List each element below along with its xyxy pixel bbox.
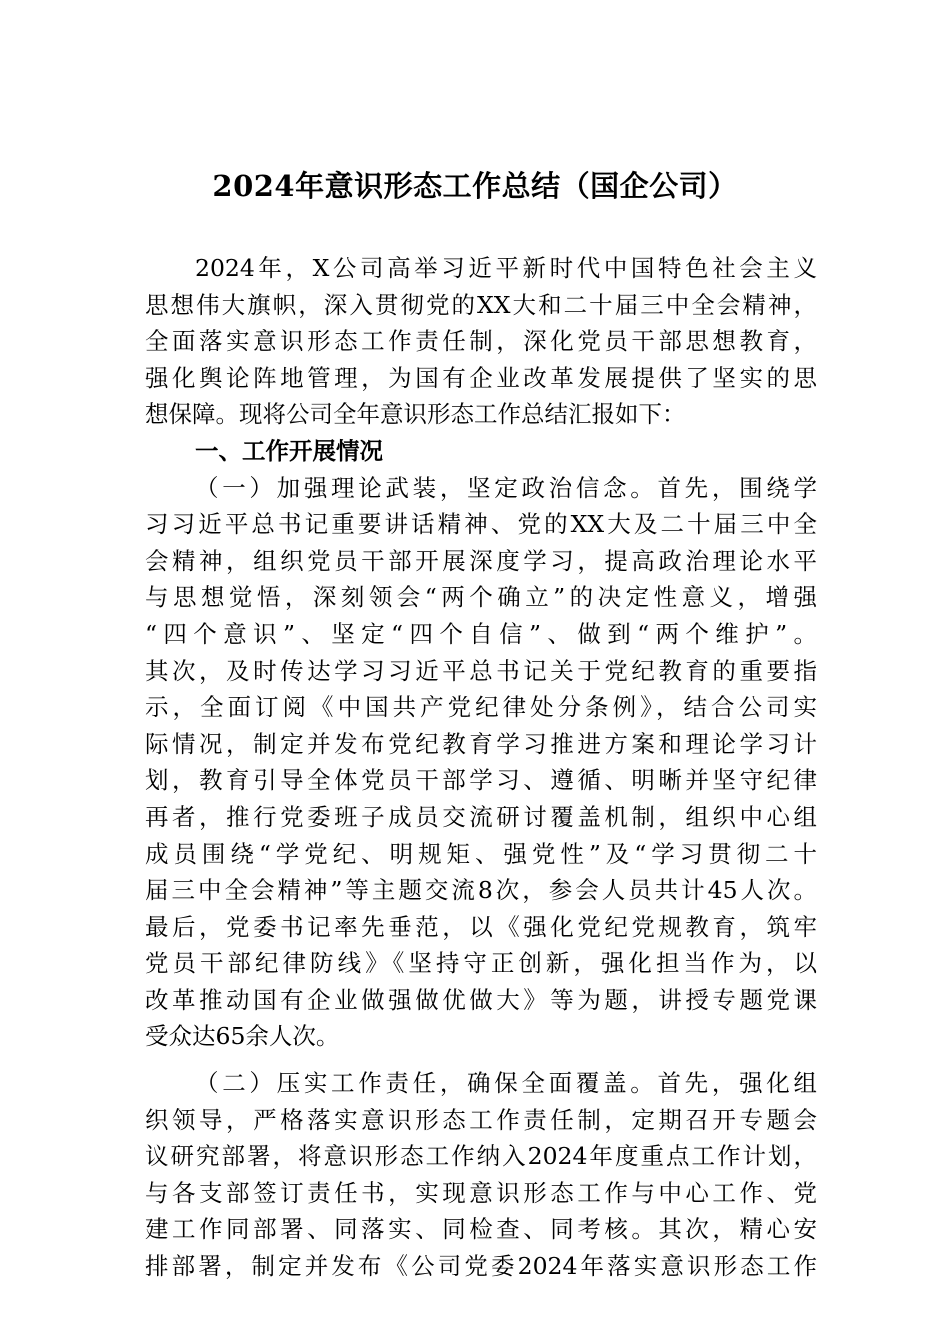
paragraph-line: 成员围绕“学党纪、明规矩、强党性”及“学习贯彻二十 bbox=[145, 839, 817, 868]
paragraph-line: 习习近平总书记重要讲话精神、党的XX大及二十届三中全 bbox=[145, 510, 817, 539]
paragraph-line: 再者，推行党委班子成员交流研讨覆盖机制，组织中心组 bbox=[145, 802, 817, 831]
section-heading: 一、工作开展情况 bbox=[195, 436, 383, 465]
paragraph-line: （二）压实工作责任，确保全面覆盖。首先，强化组 bbox=[195, 1069, 817, 1098]
document-title: 2024年意识形态工作总结（国企公司） bbox=[212, 169, 738, 203]
intro-line: 思想伟大旗帜，深入贯彻党的XX大和二十届三中全会精神， bbox=[145, 290, 817, 319]
document-body bbox=[145, 250, 817, 1285]
intro-line: 全面落实意识形态工作责任制，深化党员干部思想教育， bbox=[145, 327, 817, 356]
paragraph-line: 改革推动国有企业做强做优做大》等为题，讲授专题党课 bbox=[145, 985, 817, 1014]
paragraph-line: 会精神，组织党员干部开展深度学习，提高政治理论水平 bbox=[145, 546, 817, 575]
paragraph-line: （一）加强理论武装，坚定政治信念。首先，围绕学 bbox=[195, 473, 817, 502]
paragraph-spacer bbox=[145, 1055, 817, 1065]
intro-line: 2024年，X公司高举习近平新时代中国特色社会主义 bbox=[195, 254, 817, 282]
paragraph-line: 最后，党委书记率先垂范，以《强化党纪党规教育，筑牢 bbox=[145, 912, 817, 941]
paragraph-line: 示，全面订阅《中国共产党纪律处分条例》，结合公司实 bbox=[145, 693, 817, 722]
paragraph-line: 其次，及时传达学习习近平总书记关于党纪教育的重要指 bbox=[145, 656, 817, 685]
paragraph-line: 与各支部签订责任书，实现意识形态工作与中心工作、党 bbox=[145, 1178, 817, 1207]
paragraph-line: 届三中全会精神”等主题交流8次，参会人员共计45人次。 bbox=[145, 876, 817, 905]
paragraph-line: “四个意识”、坚定“四个自信”、做到“两个维护”。 bbox=[145, 619, 817, 648]
paragraph-line: 党员干部纪律防线》《坚持守正创新，强化担当作为，以 bbox=[145, 949, 817, 978]
paragraph-line: 与思想觉悟，深刻领会“两个确立”的决定性意义，增强 bbox=[145, 583, 817, 612]
paragraph-line: 际情况，制定并发布党纪教育学习推进方案和理论学习计 bbox=[145, 729, 817, 758]
paragraph-line: 议研究部署，将意识形态工作纳入2024年度重点工作计划， bbox=[145, 1142, 817, 1171]
intro-line: 想保障。现将公司全年意识形态工作总结汇报如下： bbox=[145, 400, 686, 429]
intro-line: 强化舆论阵地管理，为国有企业改革发展提供了坚实的思 bbox=[145, 363, 817, 392]
paragraph-line: 织领导，严格落实意识形态工作责任制，定期召开专题会 bbox=[145, 1105, 817, 1134]
paragraph-line: 划，教育引导全体党员干部学习、遵循、明晰并坚守纪律 bbox=[145, 766, 817, 795]
paragraph-line: 受众达65余人次。 bbox=[145, 1022, 340, 1051]
paragraph-line: 建工作同部署、同落实、同检查、同考核。其次，精心安 bbox=[145, 1215, 817, 1244]
paragraph-line: 排部署，制定并发布《公司党委2024年落实意识形态工作 bbox=[145, 1252, 817, 1281]
